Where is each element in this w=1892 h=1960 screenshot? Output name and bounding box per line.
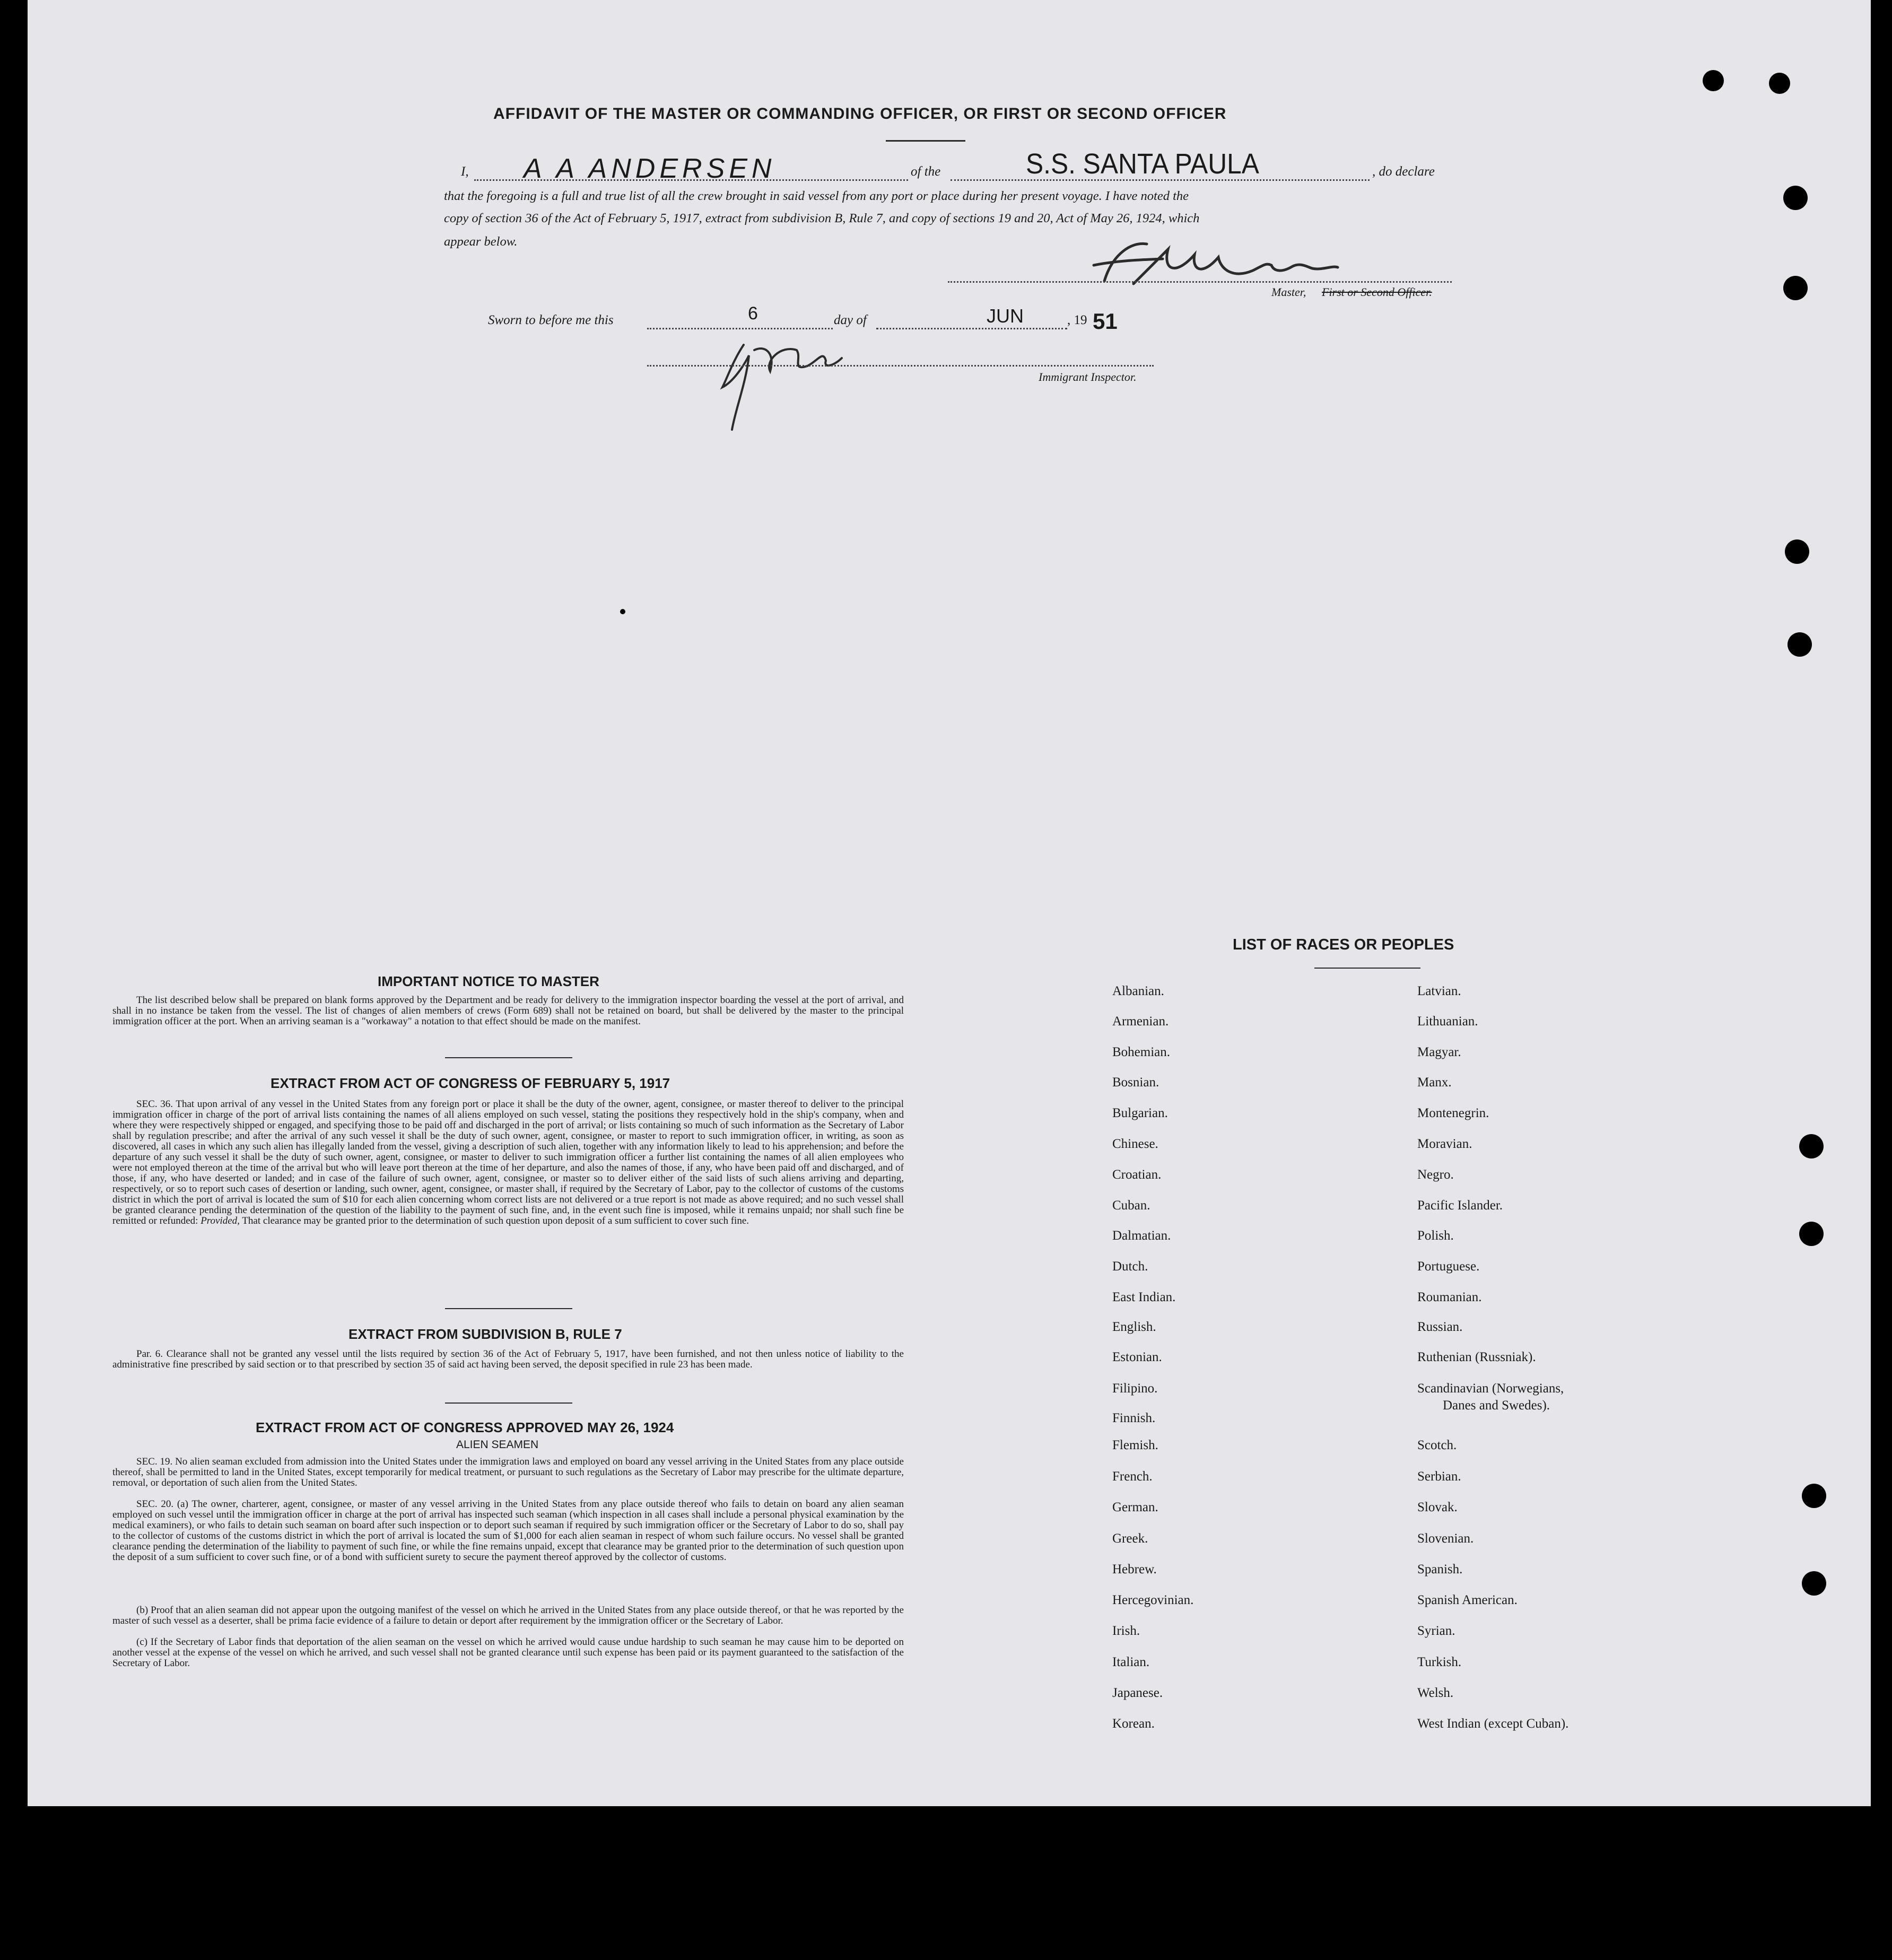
extract-1924-title: EXTRACT FROM ACT OF CONGRESS APPROVED MAY 26, 1924	[256, 1419, 674, 1435]
race-item: Estonian.	[1112, 1350, 1162, 1364]
race-item: Danes and Swedes).	[1443, 1398, 1550, 1413]
race-item: Lithuanian.	[1417, 1014, 1478, 1029]
sec20c-text: (c) If the Secretary of Labor finds that deportation of the alien seaman on the vessel on which he arrived would cause undue hardship to such seaman he may cause him to be deported on another vessel at the expense of the vessel on which he arrived, and such vessel shall not be granted clearance until such expense has been paid or its payment guaranteed to the satisfaction of the Secretary of Labor.	[112, 1636, 904, 1669]
struck-officer-label: First or Second Officer.	[1322, 285, 1432, 299]
punch-hole	[1783, 276, 1808, 300]
inspector-signature	[712, 329, 860, 435]
punch-hole	[1769, 73, 1790, 94]
affidavit-title: AFFIDAVIT OF THE MASTER OR COMMANDING OFFICER, OR FIRST OR SECOND OFFICER	[493, 105, 1227, 123]
race-item: Slovak.	[1417, 1500, 1458, 1514]
sec20b-text: (b) Proof that an alien seaman did not appear upon the outgoing manifest of the vessel on which he arrived in the United States from any place outside thereof, or that he was reported by the master of such vessel as a deserter, shall be prima facie evidence of a failure to detain or deport after requirement by the immigration officer or the Secretary of Labor.	[112, 1605, 904, 1626]
extract-1917-tail: That clearance may be granted prior to the determination of such question upon deposit of a sum sufficient to cover such fine.	[242, 1215, 749, 1226]
year-prefix: , 19	[1067, 313, 1087, 327]
rule7-text: Par. 6. Clearance shall not be granted any vessel until the lists required by section 36 of the Act of February 5, 1917, have been furnished, and not then unless notice of liability to the administrative fine prescribed by said section or to that prescribed by section 35 of said act having been served, the deposit specified in rule 23 has been made.	[112, 1348, 904, 1370]
race-item: Hebrew.	[1112, 1562, 1157, 1576]
race-item: Russian.	[1417, 1320, 1463, 1334]
race-item: Negro.	[1417, 1168, 1454, 1182]
punch-hole	[1788, 632, 1812, 657]
race-item: English.	[1112, 1320, 1156, 1334]
master-label: Master,	[1271, 285, 1306, 299]
affidavit-line-1: that the foregoing is a full and true list of all the crew brought in said vessel from any port or place during her present voyage. I have noted the	[444, 189, 1189, 203]
race-item: German.	[1112, 1500, 1158, 1514]
extract-1917-text	[112, 1099, 904, 1226]
sworn-label: Sworn to before me this	[488, 313, 614, 327]
ink-speck	[620, 609, 625, 614]
race-item: Spanish.	[1417, 1562, 1463, 1576]
month-line	[876, 328, 1067, 329]
race-item: Scandinavian (Norwegians,	[1417, 1381, 1564, 1396]
race-item: Serbian.	[1417, 1469, 1461, 1484]
race-item: Spanish American.	[1417, 1593, 1518, 1607]
race-item: Albanian.	[1112, 984, 1164, 998]
divider	[445, 1308, 572, 1309]
race-item: West Indian (except Cuban).	[1417, 1717, 1569, 1731]
race-item: Bosnian.	[1112, 1075, 1159, 1090]
punch-hole	[1799, 1134, 1824, 1158]
punch-hole	[1703, 70, 1724, 91]
sworn-day: 6	[748, 303, 758, 324]
master-name: A A ANDERSEN	[524, 153, 776, 184]
race-item: Syrian.	[1417, 1624, 1455, 1638]
divider	[445, 1403, 572, 1404]
race-item: Slovenian.	[1417, 1531, 1474, 1546]
alien-seamen-subtitle: ALIEN SEAMEN	[456, 1439, 539, 1451]
race-item: Scotch.	[1417, 1438, 1457, 1452]
race-item: Filipino.	[1112, 1381, 1158, 1396]
race-item: Greek.	[1112, 1531, 1148, 1546]
races-title-rule	[1314, 968, 1420, 969]
of-the-label: of the	[911, 164, 941, 179]
punch-hole	[1802, 1571, 1826, 1596]
vessel-name: S.S. SANTA PAULA	[1026, 148, 1259, 180]
day-of-label: day of	[834, 313, 867, 327]
sworn-month: JUN	[987, 305, 1024, 327]
affidavit-line-3: appear below.	[444, 234, 518, 249]
race-item: Japanese.	[1112, 1686, 1163, 1700]
race-item: Bulgarian.	[1112, 1106, 1168, 1120]
divider	[445, 1057, 572, 1058]
race-item: Turkish.	[1417, 1655, 1462, 1669]
race-item: Finnish.	[1112, 1411, 1156, 1425]
punch-hole	[1785, 539, 1809, 564]
race-item: Bohemian.	[1112, 1045, 1171, 1059]
race-item: Dalmatian.	[1112, 1229, 1171, 1243]
extract-1917-title: EXTRACT FROM ACT OF CONGRESS OF FEBRUARY 5, 1917	[271, 1075, 670, 1091]
title-rule	[886, 140, 965, 142]
race-item: Chinese.	[1112, 1137, 1158, 1151]
race-item: Welsh.	[1417, 1686, 1454, 1700]
inspector-label: Immigrant Inspector.	[1039, 370, 1137, 384]
punch-hole	[1799, 1222, 1824, 1246]
race-item: Hercegovinian.	[1112, 1593, 1194, 1607]
punch-hole	[1802, 1484, 1826, 1508]
race-item: Moravian.	[1417, 1137, 1472, 1151]
sec19-text: SEC. 19. No alien seaman excluded from admission into the United States under the immigration laws and employed on board any vessel arriving in the United States from any place outside thereof, shall be permitted to land in the United States, except temporarily for medical treatment, or pursuant to such regulations as the Secretary of Labor may prescribe for the ultimate departure, removal, or deportation of such alien from the United States.	[112, 1456, 904, 1488]
race-item: Portuguese.	[1417, 1259, 1480, 1274]
race-item: Montenegrin.	[1417, 1106, 1489, 1120]
race-item: Croatian.	[1112, 1168, 1162, 1182]
notice-title: IMPORTANT NOTICE TO MASTER	[378, 973, 599, 989]
race-item: Armenian.	[1112, 1014, 1169, 1029]
race-item: Manx.	[1417, 1075, 1452, 1090]
race-item: Korean.	[1112, 1717, 1155, 1731]
punch-hole	[1783, 186, 1808, 210]
race-item: Flemish.	[1112, 1438, 1158, 1452]
race-item: Cuban.	[1112, 1198, 1150, 1213]
race-item: Latvian.	[1417, 984, 1461, 998]
rule7-title: EXTRACT FROM SUBDIVISION B, RULE 7	[348, 1326, 622, 1342]
race-item: Polish.	[1417, 1229, 1454, 1243]
race-item: Italian.	[1112, 1655, 1150, 1669]
signature-line	[948, 281, 1452, 283]
race-item: Dutch.	[1112, 1259, 1148, 1274]
races-title: LIST OF RACES OR PEOPLES	[1233, 936, 1454, 953]
race-item: Pacific Islander.	[1417, 1198, 1503, 1213]
race-item: East Indian.	[1112, 1290, 1176, 1304]
provided-word: Provided,	[200, 1215, 240, 1226]
notice-text: The list described below shall be prepared on blank forms approved by the Department and be ready for delivery to the immigration inspector boarding the vessel at the port of arrival, and shall in no instance be taken from the vessel. The list of changes of alien members of crews (Form 689) shall not be retained on board, but shall be delivered by the master to the principal immigration officer at the port. When an arriving seaman is a "workaway" a notation to that effect should be made on the manifest.	[112, 995, 904, 1027]
extract-1917-body: SEC. 36. That upon arrival of any vessel in the United States from any foreign port or place it shall be the duty of the owner, agent, consignee, or master thereof to deliver to the principal immigration officer in charge of the port of arrival lists containing the names of all aliens employed on such vessel, stating the positions they respectively hold in the ship's company, when and where they were respectively shipped or engaged, and specifying those to be paid off and discharged in the port of arrival; or lists containing so much of such information as the Secretary of Labor shall by regulation prescribe; and after the arrival of any such vessel it shall be the duty of such owner, agent, consignee, or master to report to such immigration officer, in writing, as soon as discovered, all cases in which any such alien has illegally landed from the vessel, giving a description of such alien, together with any information likely to lead to his apprehension; and before the departure of any such vessel it shall be the duty of such owner, agent, consignee, or master to deliver to such immigration officer a further list containing the names of all alien employees who were not employed thereon at the time of the arrival but who will leave port thereon at the time of her departure, and also the names of those, if any, who have been paid off and discharged, and of those, if any, who have deserted or landed; and in case of the failure of such owner, agent, consignee, or master so to deliver either of the said lists of such aliens arriving and departing, respectively, or so to report such cases of desertion or landing, such owner, agent, consignee, or master shall, if required by the Secretary of Labor, pay to the collector of customs of the customs district in which the port of arrival is located the sum of $10 for each alien concerning whom correct lists are not delivered or a true report is not made as above required; and no such vessel shall be granted clearance pending the determination of the question of the liability to the payment of such fine, and, in the event such fine is imposed, while it remains unpaid; nor shall such fine be remitted or refunded:	[112, 1099, 904, 1226]
race-item: Roumanian.	[1417, 1290, 1482, 1304]
i-label: I,	[461, 164, 469, 179]
race-item: French.	[1112, 1469, 1153, 1484]
race-item: Irish.	[1112, 1624, 1140, 1638]
sec20a-text: SEC. 20. (a) The owner, charterer, agent, consignee, or master of any vessel arriving in the United States from any place outside thereof who fails to detain on board any alien seaman employed on such vessel until the immigration officer in charge at the port of arrival has inspected such seaman (which inspection in all cases shall include a personal physical examination by the medical examiners), or who fails to detain such seaman on board after such inspection or to deport such seaman if required by such immigration officer or the Secretary of Labor to do so, shall pay to the collector of customs of the customs district in which the port of arrival is located the sum of $1,000 for each alien seaman in respect of whom such failure occurs. No vessel shall be granted clearance pending the determination of the liability to payment of such fine, or while the fine remains unpaid, except that clearance may be granted prior to the determination of such question upon the deposit of a sum sufficient to cover such fine, or of a bond with sufficient surety to secure the payment thereof approved by the collector of customs.	[112, 1499, 904, 1563]
race-item: Ruthenian (Russniak).	[1417, 1350, 1536, 1364]
document-page	[28, 0, 1871, 1806]
sworn-year: 51	[1093, 309, 1118, 334]
race-item: Magyar.	[1417, 1045, 1461, 1059]
inspector-line	[647, 365, 1154, 367]
affidavit-line-2: copy of section 36 of the Act of February 5, 1917, extract from subdivision B, Rule 7, and copy of sections 19 and 20, Act of May 26, 1924, which	[444, 211, 1200, 225]
do-declare-label: , do declare	[1372, 164, 1435, 179]
